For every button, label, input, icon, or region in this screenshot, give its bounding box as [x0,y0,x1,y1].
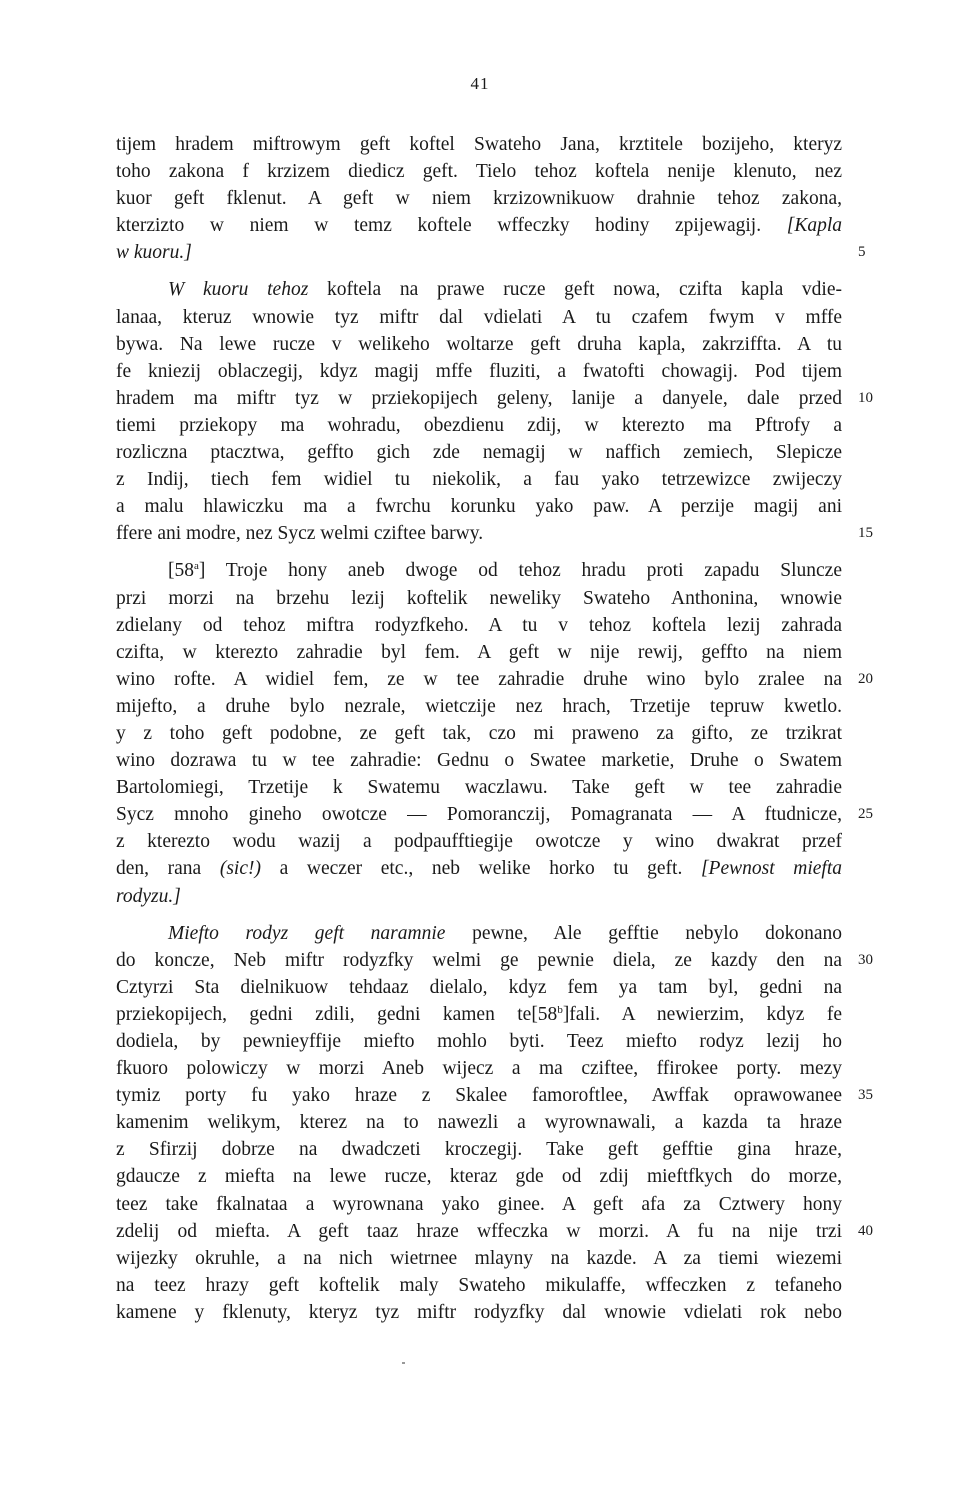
text-segment: a malu hlawiczku ma a fwrchu korunku yako paw. A perzije magij ani [116,496,842,518]
text-segment: kamene y fklenuty, kteryz tyz miftr rodyzfky dal wnowie vdielati rok nebo [116,1301,842,1323]
text-line [116,466,842,493]
text-segment: teez take fkalnataa a wyrownana yako ginee. A geft afa za Cztwery hony [116,1193,842,1215]
text-line [116,185,842,212]
text-segment: kterzizto w niem w temz koftele wffeczky hodiny zpijewagij. [116,215,787,237]
text-line [116,412,842,439]
line-number: 15 [858,525,873,542]
text-line [116,1055,842,1082]
text-segment: tymiz porty fu yako hraze z Skalee famoroftlee, Awffak oprawowanee [116,1085,842,1107]
text-segment: na teez hrazy geft koftelik maly Swateho mikulaffe, wffeczken z tefaneho [116,1274,842,1296]
text-line [116,1218,873,1245]
text-line [116,1028,842,1055]
text-line [116,131,842,158]
text-segment: pewne, Ale gefftie nebylo dokonano [445,922,843,944]
text-segment: wino dozrawa tu w tee zahradie: Gednu o Swatee marketie, Druhe o Swatem [116,750,842,772]
text-line [116,920,842,947]
text-segment: prziekopijech, gedni zdili, gedni kamen te[58 [116,1003,558,1025]
line-number: 5 [858,244,866,261]
text-line [116,747,842,774]
text-segment: tijem hradem miftrowym geft koftel Swateho Jana, krztitele bozijeho, kteryz [116,134,842,155]
text-segment: z Indij, tiech fem widiel tu niekolik, a fau yako tetrzewizce zwijeczy [116,469,842,491]
text-line [116,1272,842,1299]
italic-segment: W kuoru tehoz [168,279,309,301]
text-segment: fe kniezij oblaczegij, kdyz magij mffe fluziti, a fwatofti chowagij. Pod tijem [116,360,842,382]
text-segment: ffere ani modre, nez Sycz welmi cziftee barwy. [116,523,484,545]
text-line [116,883,842,910]
text-segment: bywa. Na lewe rucze v welikeho woltarze geft druha kapla, zakrziffta. A tu [116,333,842,355]
italic-segment: Miefto rodyz geft naramnie [168,922,446,944]
text-line [116,520,873,547]
text-segment: wijezky okruhle, a na nich wietrnee mlayny na kazde. A za tiemi wiezemi [116,1247,842,1269]
line-number: 25 [858,806,873,823]
text-segment: koftela na prawe rucze geft nowa, czifta kapla vdie- [308,279,842,301]
text-line [116,585,842,612]
text-line [116,1245,842,1272]
text-segment: y z toho geft podobne, ze geft tak, czo mi praweno za gifto, ze trzikrat [116,722,842,744]
line-number: 10 [858,389,873,406]
superscript: b [557,1003,563,1016]
text-line [116,947,873,974]
text-line [116,557,842,584]
line-number: 35 [858,1087,873,1104]
text-segment: do koncze, Neb miftr rodyzfky welmi ge pewnie diela, ze kazdy den na [116,949,842,971]
text-line [116,639,842,666]
text-segment: rozliczna ptacztwa, geffto gich zde nemagij w naffich zemiech, Slepicze [116,442,842,464]
text-line [116,331,842,358]
text-segment: hradem ma miftr tyz w prziekopijech geleny, lanije a danyele, dale przed [116,387,842,409]
text-line [116,358,842,385]
text-segment: Bartolomiegi, Trzetije k Swatemu waczlawu. Take geft w tee zahradie [116,777,842,799]
text-line [116,828,842,855]
text-line [116,493,842,520]
text-line [116,1082,873,1109]
text-segment: den, rana [116,858,220,880]
text-line [116,693,842,720]
text-segment: tiemi prziekopy ma wohradu, obezdienu zdij, w kterezto ma Pftrofy a [116,414,842,436]
italic-segment: [Pewnost miefta [700,858,842,880]
text-line [116,239,866,266]
text-line [116,304,842,331]
text-line [116,1191,842,1218]
scan-speck [402,1362,405,1364]
text-segment: [58 [168,560,194,582]
text-line [116,974,842,1001]
text-line [116,1299,842,1326]
line-number: 20 [858,670,873,687]
text-line [116,1109,842,1136]
page-number: 41 [470,74,490,93]
text-segment: kuor geft fklenut. A geft w niem krzizownikuow drahnie tehoz zakona, [116,188,842,210]
text-segment: wino rofte. A widiel fem, ze w tee zahradie druhe wino bylo zralee na [116,668,842,690]
text-line [116,855,842,882]
text-line [116,212,842,239]
text-line [116,720,842,747]
text-segment: lanaa, kteruz wnowie tyz miftr dal vdielati A tu czafem fwym v mffe [116,306,842,328]
text-line [116,1001,842,1028]
line-number: 30 [858,951,873,968]
text-segment: kamenim welikym, kterez na to nawezli a wyrownawali, a kazda ta hraze [116,1112,842,1134]
text-line [116,158,842,185]
text-segment: fkuoro polowiczy w morzi Aneb wijecz a ma cziftee, ffirokee porty. mezy [116,1058,842,1080]
text-segment: zdielany od tehoz miftra rodyzfkeho. A tu v tehoz koftela lezij zahrada [116,614,842,636]
text-body [116,131,873,1326]
italic-segment: rodyzu.] [116,885,181,907]
text-segment: ] Troje hony aneb dwoge od tehoz hradu proti zapadu Sluncze [198,560,842,582]
text-segment: a weczer etc., neb welike horko tu geft. [261,858,701,880]
line-number: 40 [858,1222,873,1239]
text-segment: mijefto, a druhe bylo nezrale, wietczije nez hrach, Trzetije tepruw kwetlo. [116,695,842,717]
text-line [116,385,873,412]
text-segment: zdelij od miefta. A geft taaz hraze wffeczka w morzi. A fu na nije trzi [116,1220,842,1242]
text-line [116,1163,842,1190]
text-line [116,612,842,639]
text-segment: toho zakona f krzizem diedicz geft. Tielo tehoz koftela nenije klenuto, nez [116,161,842,183]
text-segment: Cztyrzi Sta dielnikuow tehdaaz dielalo, kdyz fem ya tam byl, gedni na [116,976,842,998]
text-segment: przi morzi na brzehu lezij koftelik neweliky Swateho Anthonina, wnowie [116,587,842,609]
text-segment: ]fali. A newierzim, kdyz fe [562,1003,842,1025]
text-segment: Sycz mnoho gineho owotcze — Pomoranczij, Pomagranata — A ftudnicze, [116,804,842,826]
italic-segment: (sic!) [219,858,261,880]
text-line [116,276,842,303]
text-segment: dodiela, by pewnieyffije miefto mohlo byti. Teez miefto rodyz lezij ho [116,1031,842,1052]
text-segment: z Sfirzij dobrze na dwadczeti kroczegij. Take geft gefftie gina hraze, [116,1139,842,1161]
text-line [116,774,842,801]
italic-segment: w kuoru.] [116,242,192,264]
italic-segment: [Kapla [786,215,842,237]
text-segment: z kterezto wodu wazij a podpaufftiegije owotcze y wino dwakrat przef [116,831,842,853]
text-segment: czifta, w kterezto zahradie byl fem. A geft w nije rewij, geffto na niem [116,641,842,663]
text-line [116,666,873,693]
text-segment: gdaucze z miefta na lewe rucze, kteraz gde od zdij mieftfkych do morze, [116,1166,842,1188]
text-line [116,801,873,828]
text-line [116,1136,842,1163]
text-line [116,439,842,466]
superscript: a [194,560,199,573]
